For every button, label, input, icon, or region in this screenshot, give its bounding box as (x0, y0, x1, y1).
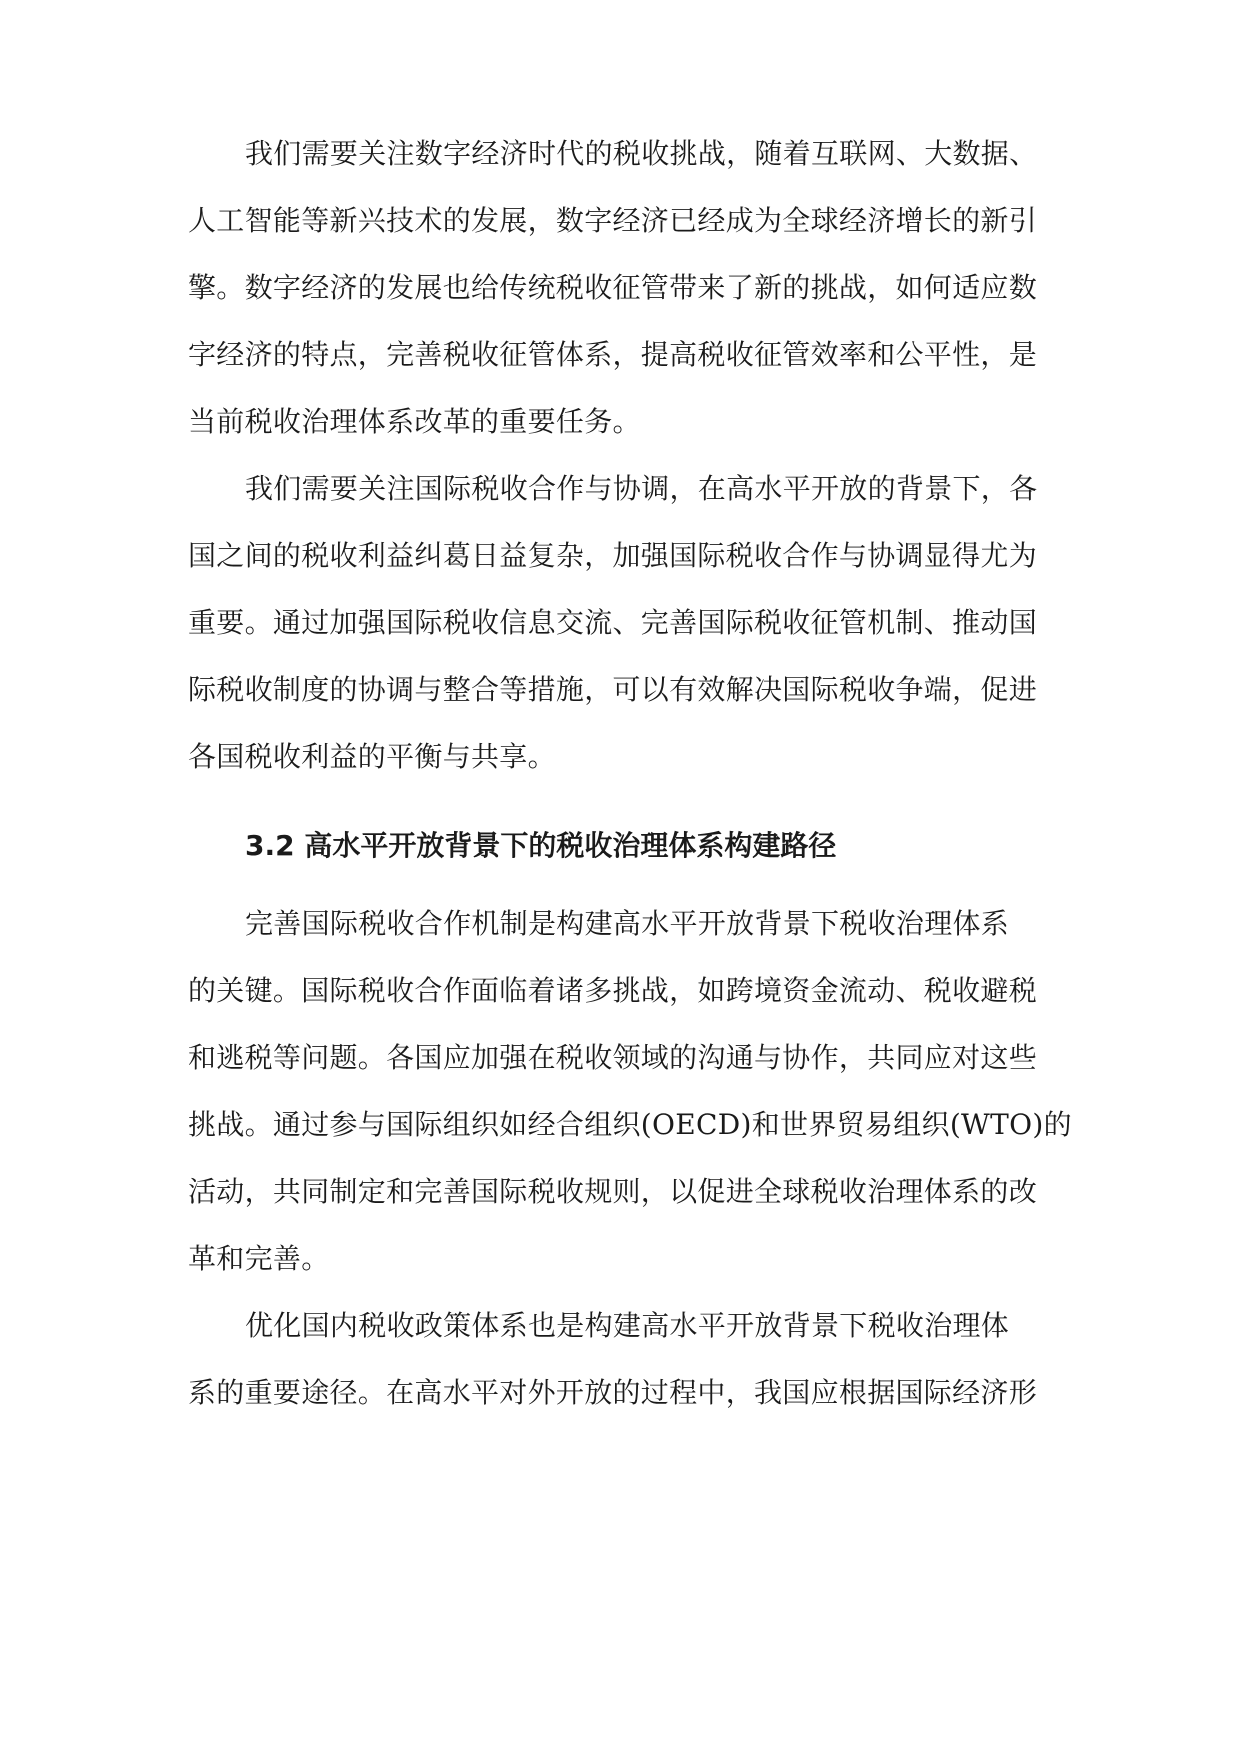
paragraph-3-line-1: 完善国际税收合作机制是构建高水平开放背景下税收治理体系 (245, 907, 1010, 940)
paragraph-3-line-3: 和逃税等问题。各国应加强在税收领域的沟通与协作，共同应对这些 (188, 1041, 1038, 1074)
paragraph-1-line-2: 人工智能等新兴技术的发展，数字经济已经成为全球经济增长的新引 (188, 204, 1038, 237)
paragraph-2-line-2: 国之间的税收利益纠葛日益复杂，加强国际税收合作与协调显得尤为 (188, 539, 1038, 572)
paragraph-1-line-3: 擎。数字经济的发展也给传统税收征管带来了新的挑战，如何适应数 (188, 271, 1038, 304)
paragraph-2-line-3: 重要。通过加强国际税收信息交流、完善国际税收征管机制、推动国 (188, 606, 1038, 639)
paragraph-3-line-2: 的关键。国际税收合作面临着诸多挑战，如跨境资金流动、税收避税 (188, 974, 1038, 1007)
section-heading: 3.2 高水平开放背景下的税收治理体系构建路径 (245, 829, 837, 862)
paragraph-2-line-5: 各国税收利益的平衡与共享。 (188, 740, 556, 773)
paragraph-3-line-6: 革和完善。 (188, 1242, 330, 1275)
paragraph-2-line-1: 我们需要关注国际税收合作与协调，在高水平开放的背景下，各 (245, 472, 1038, 505)
paragraph-4-line-1: 优化国内税收政策体系也是构建高水平开放背景下税收治理体 (245, 1309, 1010, 1342)
paragraph-3-line-5: 活动，共同制定和完善国际税收规则，以促进全球税收治理体系的改 (188, 1175, 1038, 1208)
paragraph-1-line-1: 我们需要关注数字经济时代的税收挑战，随着互联网、大数据、 (245, 137, 1038, 170)
paragraph-1-line-4: 字经济的特点，完善税收征管体系，提高税收征管效率和公平性，是 (188, 338, 1038, 371)
paragraph-1-line-5: 当前税收治理体系改革的重要任务。 (188, 405, 641, 438)
paragraph-2-line-4: 际税收制度的协调与整合等措施，可以有效解决国际税收争端，促进 (188, 673, 1038, 706)
paragraph-4-line-2: 系的重要途径。在高水平对外开放的过程中，我国应根据国际经济形 (188, 1376, 1038, 1409)
paragraph-3-line-4: 挑战。通过参与国际组织如经合组织(OECD)和世界贸易组织(WTO)的 (188, 1108, 1072, 1141)
